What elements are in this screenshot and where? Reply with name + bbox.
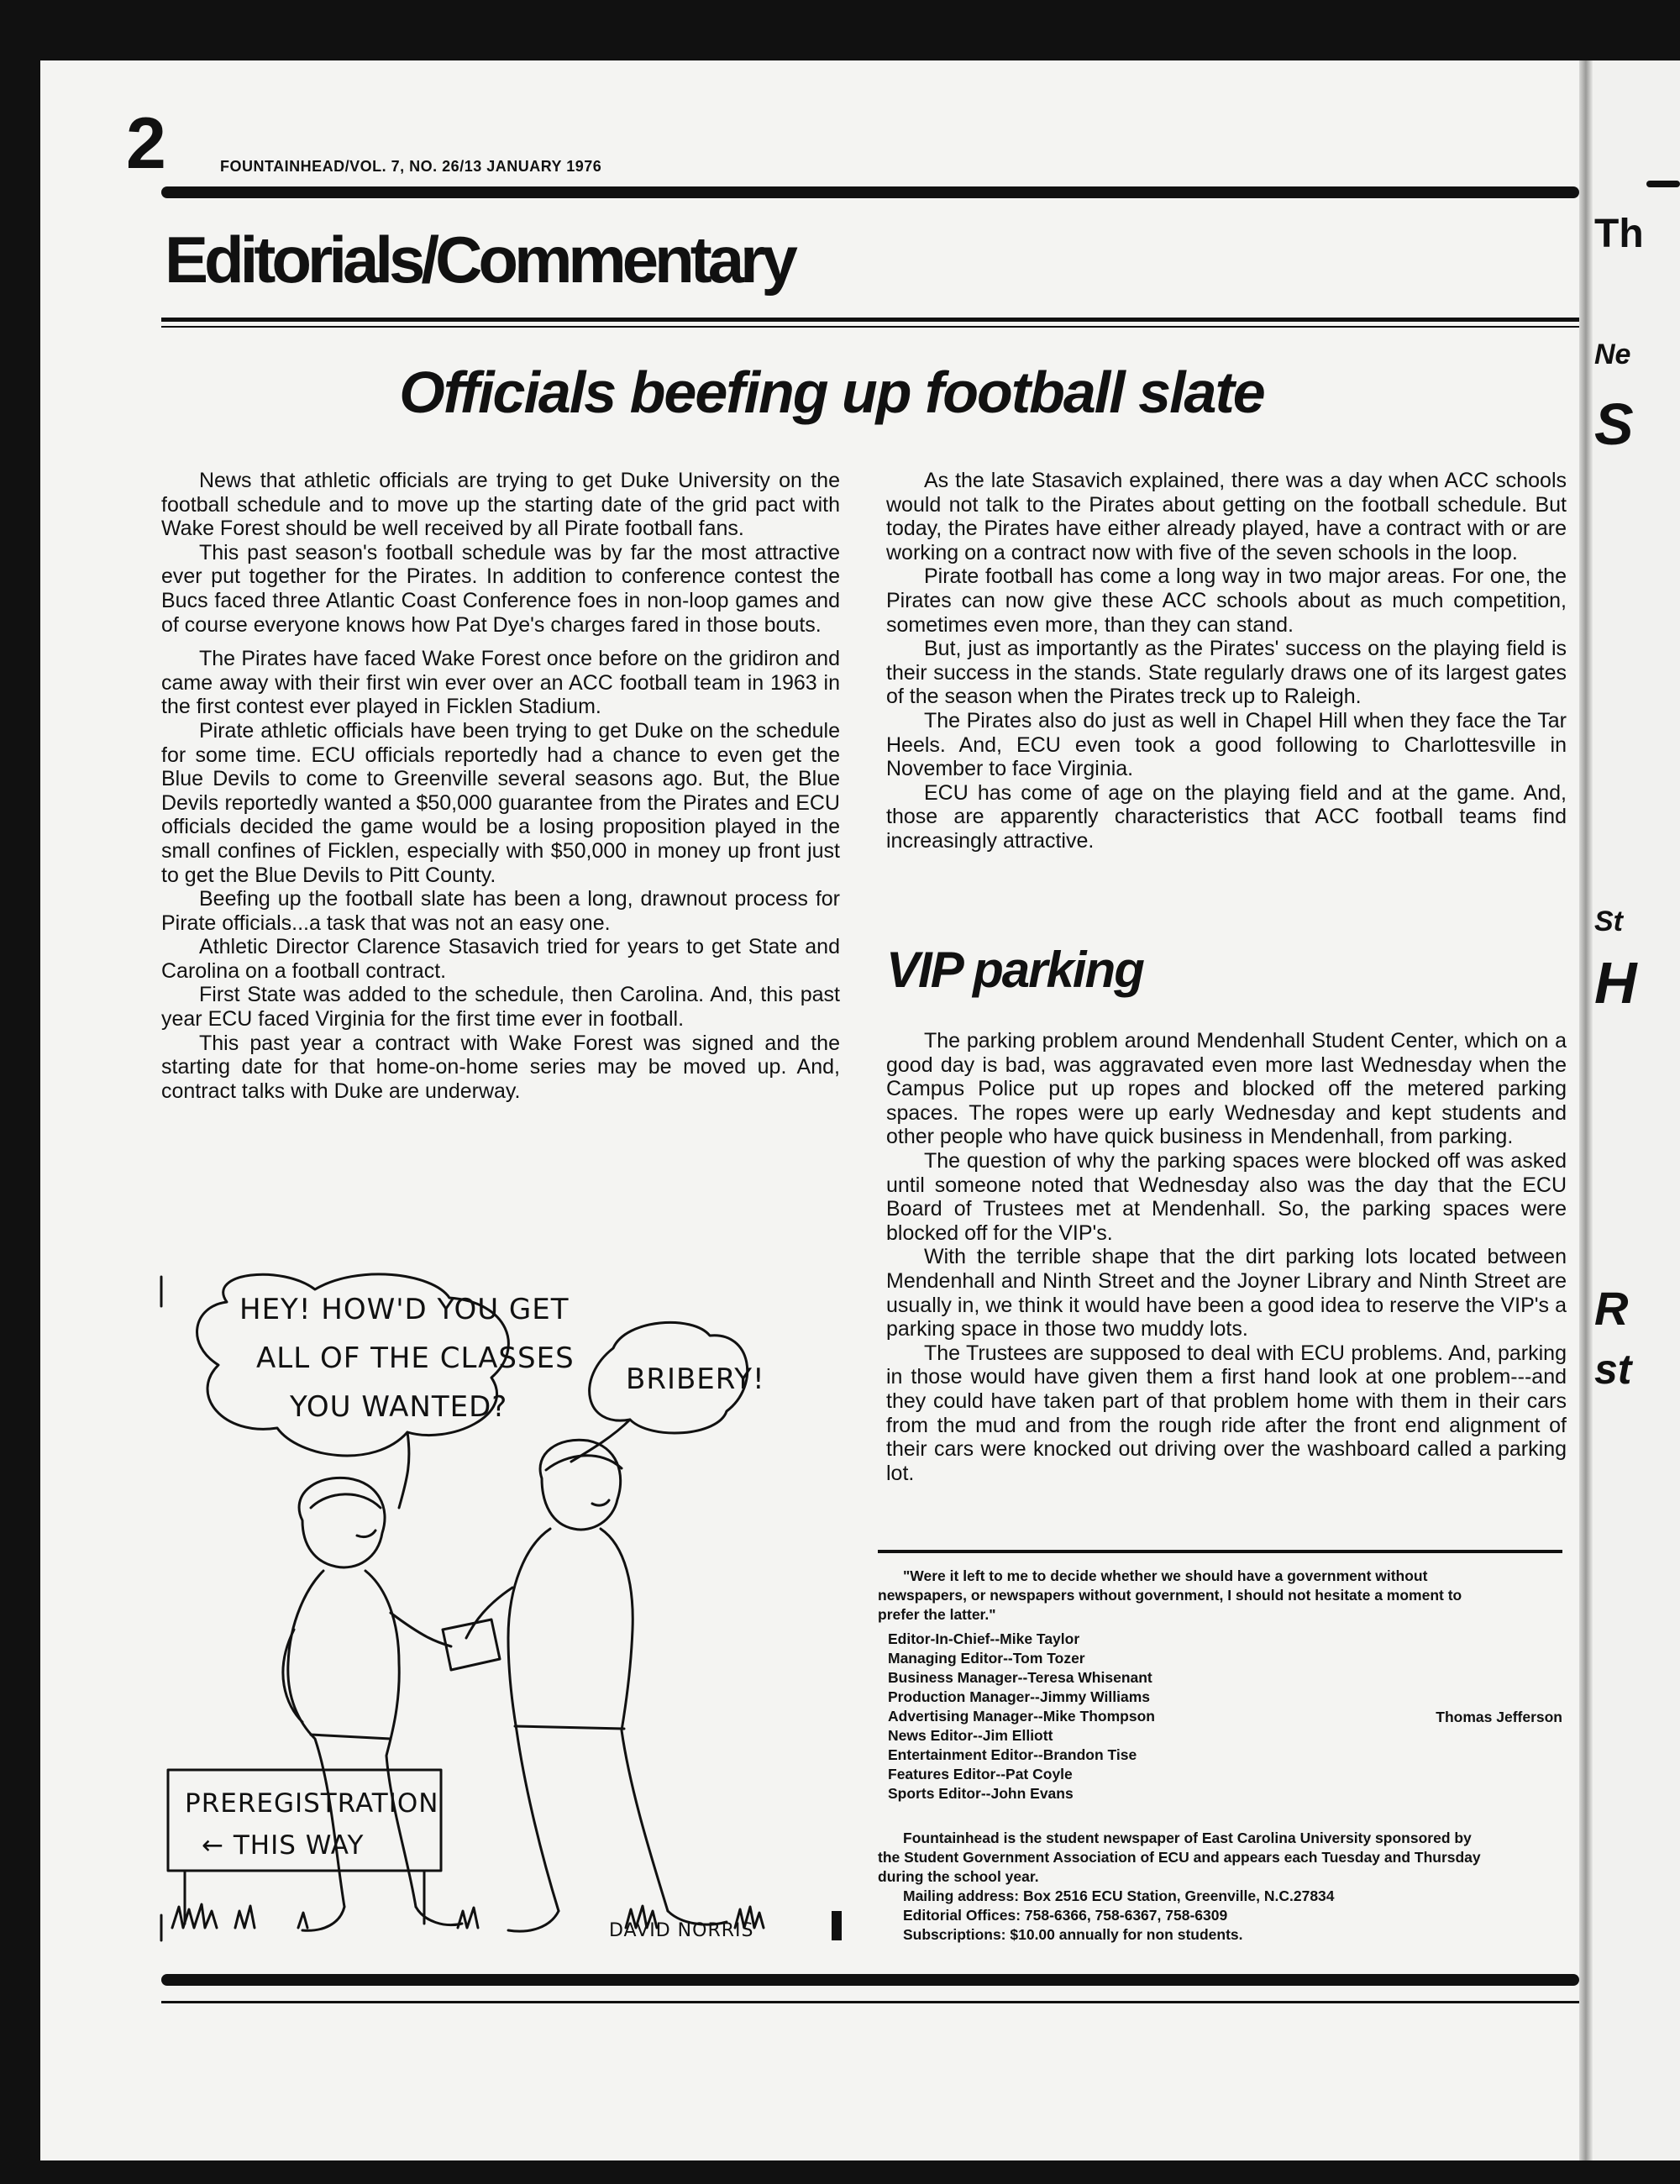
next-page-fragment: St bbox=[1594, 906, 1623, 937]
quote-line: "Were it left to me to decide whether we should have a government without bbox=[903, 1567, 1428, 1584]
contact-line: Subscriptions: $10.00 annually for non students. bbox=[903, 1926, 1243, 1943]
paragraph: Pirate athletic officials have been trying to get Duke on the schedule for some time. ECU officials reportedly had a chance to even get the Blue Devils to come to Greenville several seasons ago. But, the Blue Devils reportedly wanted a $50,000 guarantee from the Pirates and ECU officials decided the game would be a losing proposition played in the small confines of Ficklen, especially with $50,000 in money up front just to get the Blue Devils to Pitt County. bbox=[161, 718, 840, 887]
paragraph: The Pirates have faced Wake Forest once before on the gridiron and came away with their first win ever over an ACC football team in 1963 in the first contest ever played in Ficklen Stadium. bbox=[161, 647, 840, 719]
article-column-1 bbox=[161, 469, 840, 1103]
folio-line: FOUNTAINHEAD/VOL. 7, NO. 26/13 JANUARY 1976 bbox=[220, 158, 602, 175]
bubble-1-line: ALL OF THE CLASSES bbox=[256, 1341, 575, 1375]
headline-vip-parking: VIP parking bbox=[886, 942, 1143, 998]
paragraph: The parking problem around Mendenhall Student Center, which on a good day is bad, was aggravated even more last Wednesday when the Campus Police put up ropes and blocked off the metered parking spaces. The ropes were up early Wednesday and kept students and other people who have quick business in Mendenhall, from parking. bbox=[886, 1029, 1567, 1149]
paragraph: With the terrible shape that the dirt parking lots located between Mendenhall and Ninth Street and the Joyner Library and Ninth Street are usually in, we think it would have been a good idea to reserve the VIP's a parking space in those two muddy lots. bbox=[886, 1245, 1567, 1341]
page-number: 2 bbox=[126, 103, 166, 184]
student-right bbox=[540, 1440, 621, 1530]
paragraph: As the late Stasavich explained, there was a day when ACC schools would not talk to the Pirates about getting on the football schedule. But today, the Pirates have either already played, have a contract with or are working on a contract now with five of the seven schools in the loop. bbox=[886, 469, 1567, 564]
paragraph: The Trustees are supposed to deal with ECU problems. And, parking in those would have given them a first hand look at one problem---and they could have taken part of that problem home with them in their cars from the mud and from the rough ride after the front end alignment of their cars were knocked out driving over the washboard called a parking lot. bbox=[886, 1341, 1567, 1485]
top-rule bbox=[161, 186, 1579, 198]
bubble-2-text: BRIBERY! bbox=[626, 1362, 765, 1396]
paragraph: The question of why the parking spaces were blocked off was asked until someone noted that Wednesday also was the day that the ECU Board of Trustees met at Mendenhall. So, the parking spaces were blocked off for the VIP's. bbox=[886, 1148, 1567, 1245]
next-page-fragment: Th bbox=[1594, 212, 1644, 256]
sign-line: ← THIS WAY bbox=[202, 1830, 365, 1861]
quote-line: newspapers, or newspapers without government, I should not hesitate a moment to bbox=[878, 1587, 1462, 1604]
staff-line: Managing Editor--Tom Tozer bbox=[888, 1650, 1085, 1667]
vip-article-body bbox=[886, 1029, 1567, 1485]
article-column-2 bbox=[886, 469, 1567, 853]
quote-author: Thomas Jefferson bbox=[1436, 1709, 1562, 1725]
adjacent-page bbox=[1593, 60, 1680, 2160]
masthead-rule bbox=[878, 1550, 1562, 1553]
section-rule bbox=[161, 318, 1579, 328]
student-left bbox=[299, 1478, 385, 1567]
next-page-fragment: H bbox=[1594, 950, 1637, 1016]
next-page-fragment: Ne bbox=[1594, 339, 1631, 370]
about-line: Fountainhead is the student newspaper of East Carolina University sponsored by bbox=[903, 1830, 1472, 1846]
about-line: during the school year. bbox=[878, 1868, 1039, 1885]
staff-line: News Editor--Jim Elliott bbox=[888, 1727, 1053, 1744]
paragraph: First State was added to the schedule, then Carolina. And, this past year ECU faced Virginia for the first time ever in football. bbox=[161, 983, 840, 1032]
editorial-cartoon bbox=[155, 1268, 844, 1945]
paragraph: Pirate football has come a long way in two major areas. For one, the Pirates can now give these ACC schools about as much competition, sometimes even more, than they can stand. bbox=[886, 564, 1567, 637]
paragraph: But, just as importantly as the Pirates' success on the playing field is their success in the stands. State regularly draws one of its largest gates of the season when the Pirates treck up to Raleigh. bbox=[886, 637, 1567, 709]
paragraph: Athletic Director Clarence Stasavich tried for years to get State and Carolina on a football contract. bbox=[161, 935, 840, 983]
paragraph: This past season's football schedule was by far the most attractive ever put together for the Pirates. In addition to conference contest the Bucs faced three Atlantic Coast Conference foes in non-loop games and of course everyone knows how Pat Dye's charges fared in those bouts. bbox=[161, 540, 840, 637]
next-page-fragment: S bbox=[1594, 391, 1634, 457]
sign-line: PREREGISTRATION bbox=[185, 1788, 439, 1819]
quote-line: prefer the latter." bbox=[878, 1606, 996, 1623]
page-fold bbox=[1579, 60, 1593, 2160]
staff-line: Sports Editor--John Evans bbox=[888, 1785, 1074, 1802]
about-line: the Student Government Association of ECU and appears each Tuesday and Thursday bbox=[878, 1849, 1481, 1866]
staff-line: Advertising Manager--Mike Thompson bbox=[888, 1708, 1155, 1725]
staff-line: Editor-In-Chief--Mike Taylor bbox=[888, 1630, 1080, 1647]
paragraph: This past year a contract with Wake Forest was signed and the starting date for that home-on-home series may be moved up. And, contract talks with Duke are underway. bbox=[161, 1031, 840, 1103]
cartoonist-signature: DAVID NORRIS bbox=[609, 1920, 754, 1941]
publication-info bbox=[878, 1829, 1562, 1945]
masthead bbox=[878, 1567, 1562, 1945]
paragraph: The Pirates also do just as well in Chapel Hill when they face the Tar Heels. And, ECU even took a good following to Charlottesville in November to face Virginia. bbox=[886, 708, 1567, 781]
staff-line: Business Manager--Teresa Whisenant bbox=[888, 1669, 1152, 1686]
contact-line: Editorial Offices: 758-6366, 758-6367, 758-6309 bbox=[903, 1907, 1228, 1924]
headline-football: Officials beefing up football slate bbox=[399, 360, 1264, 425]
bottom-rule bbox=[161, 1974, 1579, 1986]
paragraph: ECU has come of age on the playing field and at the game. And, those are apparently characteristics that ACC football teams find increasingly attractive. bbox=[886, 780, 1567, 853]
paragraph: Beefing up the football slate has been a long, drawnout process for Pirate officials...a task that was not an easy one. bbox=[161, 887, 840, 935]
contact-line: Mailing address: Box 2516 ECU Station, Greenville, N.C.27834 bbox=[903, 1887, 1335, 1904]
bubble-1-line: HEY! HOW'D YOU GET bbox=[239, 1293, 570, 1326]
bottom-thin-rule bbox=[161, 2001, 1579, 2003]
next-page-fragment: R bbox=[1594, 1282, 1629, 1335]
staff-list bbox=[878, 1630, 1562, 1803]
staff-line: Production Manager--Jimmy Williams bbox=[888, 1688, 1150, 1705]
staff-line: Entertainment Editor--Brandon Tise bbox=[888, 1746, 1137, 1763]
section-title: Editorials/Commentary bbox=[165, 223, 794, 297]
staff-line: Features Editor--Pat Coyle bbox=[888, 1766, 1073, 1782]
jefferson-quote bbox=[878, 1567, 1562, 1625]
paragraph: News that athletic officials are trying to get Duke University on the football schedule and to move up the starting date of the grid pact with Wake Forest should be well received by all Pirate football fans. bbox=[161, 469, 840, 541]
next-page-fragment: st bbox=[1594, 1346, 1632, 1393]
bubble-1-line: YOU WANTED? bbox=[290, 1390, 508, 1424]
next-page-rule bbox=[1646, 181, 1680, 187]
